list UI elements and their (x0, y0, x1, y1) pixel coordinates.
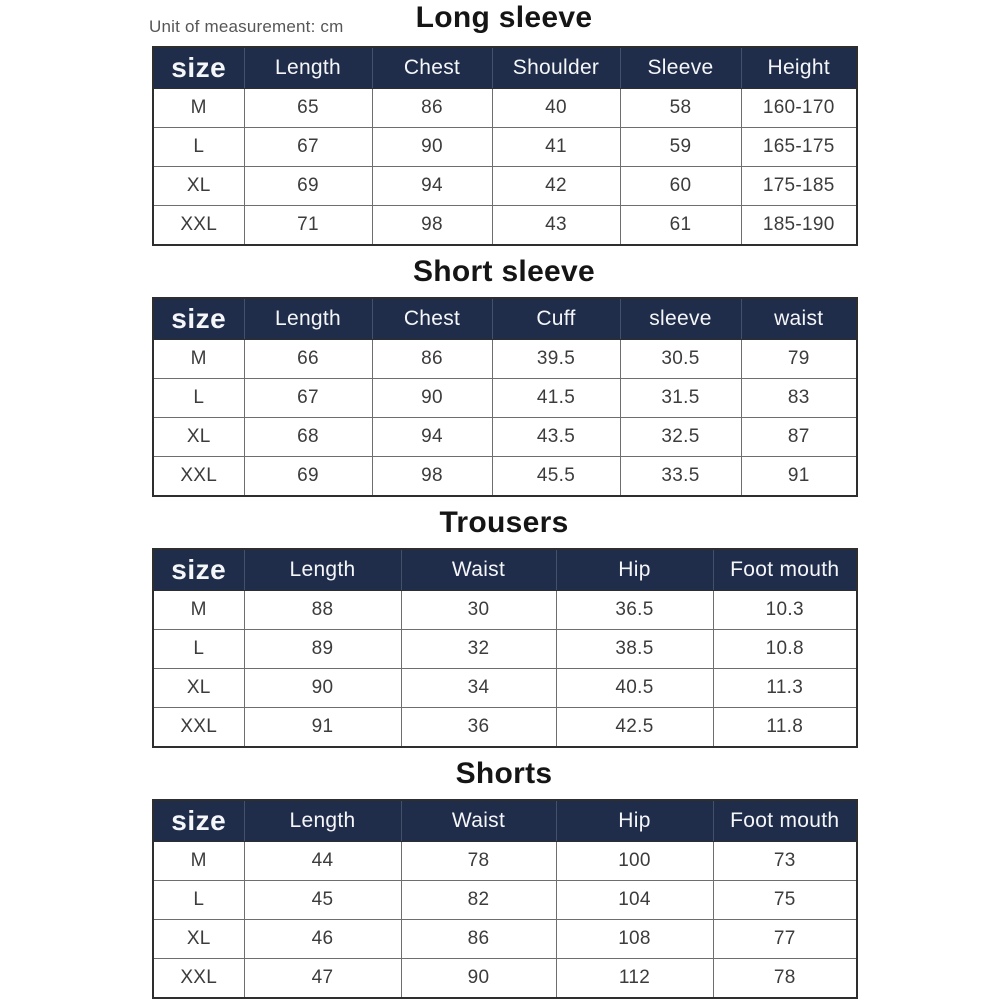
measurement-cell: 86 (401, 920, 556, 959)
table-row (153, 920, 857, 959)
table-title-short-sleeve: Short sleeve (412, 254, 596, 288)
measurement-cell: 89 (244, 630, 401, 669)
measurement-cell: 47 (244, 959, 401, 999)
table-row (153, 842, 857, 881)
column-header: Waist (401, 800, 556, 842)
measurement-cell: 41.5 (492, 379, 620, 418)
measurement-cell: 90 (372, 128, 492, 167)
table-row (153, 379, 857, 418)
measurement-cell: 90 (244, 669, 401, 708)
measurement-cell: 39.5 (492, 340, 620, 379)
column-header: Shoulder (492, 47, 620, 89)
column-header: Sleeve (620, 47, 741, 89)
measurement-cell: 36.5 (556, 591, 713, 630)
measurement-cell: 160-170 (741, 89, 857, 128)
title-block-trousers (152, 497, 856, 548)
measurement-cell: 45 (244, 881, 401, 920)
measurement-cell: 88 (244, 591, 401, 630)
table-row (153, 206, 857, 246)
size-cell: M (153, 842, 244, 881)
title-block-shorts (152, 748, 856, 799)
table-row (153, 591, 857, 630)
table-title-trousers: Trousers (439, 505, 569, 539)
table-row (153, 881, 857, 920)
table-row (153, 340, 857, 379)
size-chart-wrapper (149, 0, 856, 1000)
column-header: Length (244, 47, 372, 89)
measurement-cell: 78 (713, 959, 857, 999)
measurement-cell: 10.8 (713, 630, 857, 669)
table-row (153, 959, 857, 999)
measurement-cell: 40.5 (556, 669, 713, 708)
measurement-cell: 87 (741, 418, 857, 457)
column-header: waist (741, 298, 857, 340)
size-cell: M (153, 340, 244, 379)
size-cell: M (153, 89, 244, 128)
measurement-cell: 30.5 (620, 340, 741, 379)
measurement-cell: 69 (244, 167, 372, 206)
column-header: Foot mouth (713, 549, 857, 591)
measurement-cell: 58 (620, 89, 741, 128)
measurement-cell: 79 (741, 340, 857, 379)
column-header: Hip (556, 549, 713, 591)
measurement-cell: 165-175 (741, 128, 857, 167)
measurement-cell: 34 (401, 669, 556, 708)
column-header: Chest (372, 298, 492, 340)
size-column-header: size (153, 800, 244, 842)
measurement-cell: 112 (556, 959, 713, 999)
measurement-cell: 104 (556, 881, 713, 920)
measurement-cell: 175-185 (741, 167, 857, 206)
measurement-cell: 32.5 (620, 418, 741, 457)
measurement-cell: 66 (244, 340, 372, 379)
table-row (153, 630, 857, 669)
size-cell: XXL (153, 959, 244, 999)
measurement-cell: 42.5 (556, 708, 713, 748)
measurement-cell: 65 (244, 89, 372, 128)
measurement-cell: 90 (401, 959, 556, 999)
measurement-cell: 43 (492, 206, 620, 246)
table-row (153, 89, 857, 128)
measurement-cell: 33.5 (620, 457, 741, 497)
column-header: Chest (372, 47, 492, 89)
measurement-cell: 11.8 (713, 708, 857, 748)
size-cell: XXL (153, 206, 244, 246)
table-row (153, 128, 857, 167)
column-header: Length (244, 800, 401, 842)
measurement-cell: 69 (244, 457, 372, 497)
measurement-cell: 86 (372, 340, 492, 379)
measurement-cell: 73 (713, 842, 857, 881)
measurement-cell: 71 (244, 206, 372, 246)
measurement-cell: 185-190 (741, 206, 857, 246)
column-header: Hip (556, 800, 713, 842)
table-row (153, 167, 857, 206)
measurement-cell: 100 (556, 842, 713, 881)
measurement-cell: 91 (741, 457, 857, 497)
header-block (149, 0, 856, 46)
measurement-cell: 83 (741, 379, 857, 418)
size-column-header: size (153, 47, 244, 89)
measurement-cell: 60 (620, 167, 741, 206)
short-sleeve-size-table (152, 297, 858, 497)
column-header: Length (244, 549, 401, 591)
header-row (153, 47, 857, 89)
size-cell: XL (153, 920, 244, 959)
measurement-cell: 75 (713, 881, 857, 920)
column-header: Foot mouth (713, 800, 857, 842)
measurement-cell: 94 (372, 167, 492, 206)
measurement-cell: 44 (244, 842, 401, 881)
measurement-cell: 10.3 (713, 591, 857, 630)
measurement-cell: 98 (372, 206, 492, 246)
size-cell: XL (153, 167, 244, 206)
measurement-cell: 31.5 (620, 379, 741, 418)
table-title-shorts: Shorts (455, 756, 553, 790)
table-row (153, 669, 857, 708)
table-title-long-sleeve: Long sleeve (415, 1, 593, 34)
measurement-cell: 61 (620, 206, 741, 246)
table-row (153, 708, 857, 748)
measurement-cell: 32 (401, 630, 556, 669)
shorts-size-table (152, 799, 858, 999)
measurement-cell: 77 (713, 920, 857, 959)
column-header: sleeve (620, 298, 741, 340)
measurement-cell: 30 (401, 591, 556, 630)
column-header: Cuff (492, 298, 620, 340)
column-header: Length (244, 298, 372, 340)
title-block-short-sleeve (152, 246, 856, 297)
measurement-cell: 67 (244, 128, 372, 167)
trousers-size-table (152, 548, 858, 748)
measurement-cell: 11.3 (713, 669, 857, 708)
table-row (153, 457, 857, 497)
size-cell: M (153, 591, 244, 630)
long-sleeve-size-table (152, 46, 858, 246)
size-cell: XL (153, 669, 244, 708)
column-header: Height (741, 47, 857, 89)
measurement-cell: 68 (244, 418, 372, 457)
measurement-cell: 40 (492, 89, 620, 128)
size-cell: XL (153, 418, 244, 457)
measurement-cell: 67 (244, 379, 372, 418)
measurement-cell: 42 (492, 167, 620, 206)
measurement-cell: 38.5 (556, 630, 713, 669)
size-cell: L (153, 379, 244, 418)
measurement-cell: 46 (244, 920, 401, 959)
size-cell: XXL (153, 708, 244, 748)
header-row (153, 549, 857, 591)
measurement-cell: 98 (372, 457, 492, 497)
measurement-cell: 82 (401, 881, 556, 920)
header-row (153, 800, 857, 842)
table-row (153, 418, 857, 457)
unit-of-measurement-note: Unit of measurement: cm (149, 17, 344, 36)
size-column-header: size (153, 298, 244, 340)
column-header: Waist (401, 549, 556, 591)
size-cell: L (153, 630, 244, 669)
size-cell: XXL (153, 457, 244, 497)
measurement-cell: 91 (244, 708, 401, 748)
measurement-cell: 90 (372, 379, 492, 418)
size-cell: L (153, 881, 244, 920)
size-column-header: size (153, 549, 244, 591)
measurement-cell: 45.5 (492, 457, 620, 497)
measurement-cell: 59 (620, 128, 741, 167)
size-cell: L (153, 128, 244, 167)
measurement-cell: 36 (401, 708, 556, 748)
header-row (153, 298, 857, 340)
measurement-cell: 94 (372, 418, 492, 457)
measurement-cell: 78 (401, 842, 556, 881)
measurement-cell: 108 (556, 920, 713, 959)
measurement-cell: 86 (372, 89, 492, 128)
measurement-cell: 43.5 (492, 418, 620, 457)
measurement-cell: 41 (492, 128, 620, 167)
